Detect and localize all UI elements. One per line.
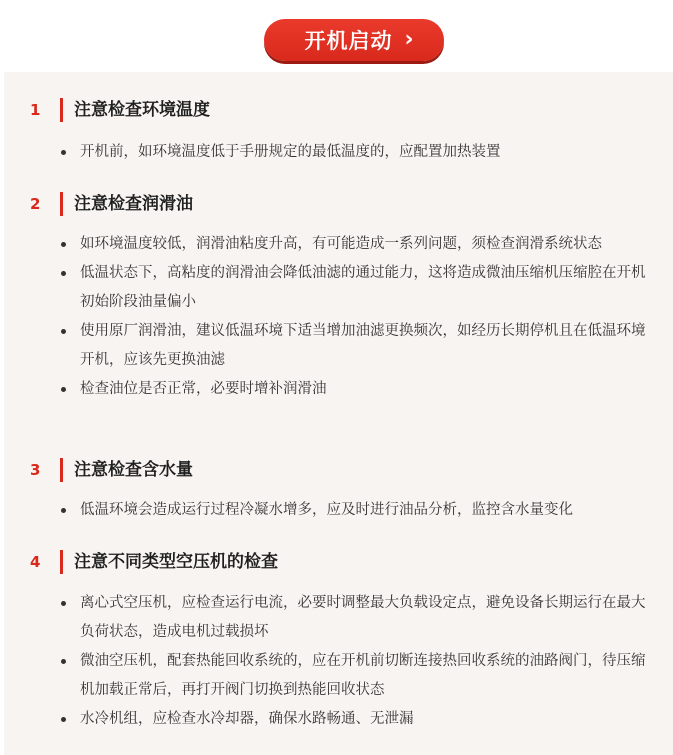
- list-item: [4, 230, 673, 259]
- list-item-text: 离心式空压机，应检查运行电流，必要时调整最大负载设定点，避免设备长期运行在最大负荷状态，造成电机过载损坏: [80, 595, 646, 640]
- section-accent-bar: [60, 192, 63, 216]
- list-item-text: 低温环境会造成运行过程冷凝水增多，应及时进行油品分析，监控含水量变化: [80, 502, 573, 518]
- content-panel: [4, 72, 673, 755]
- section-number: 1: [30, 101, 41, 119]
- section-number: 2: [30, 195, 41, 213]
- section-4-list: [4, 589, 673, 734]
- section-3-list: [4, 496, 673, 525]
- chevron-right-icon: ›: [404, 26, 414, 52]
- bullet-dot-icon: [61, 508, 66, 513]
- list-item-text: 使用原厂润滑油，建议低温环境下适当增加油滤更换频次，如经历长期停机且在低温环境开机，应该先更换油滤: [80, 323, 646, 368]
- list-item-text: 低温状态下，高粘度的润滑油会降低油滤的通过能力，这将造成微油压缩机压缩腔在开机初始阶段油量偏小: [80, 265, 646, 310]
- section-title: 注意检查环境温度: [74, 100, 210, 120]
- bullet-dot-icon: [61, 717, 66, 722]
- section-number: 4: [30, 553, 41, 571]
- bullet-dot-icon: [61, 150, 66, 155]
- list-item: [4, 375, 673, 404]
- list-item: [4, 138, 673, 167]
- list-item: [4, 317, 673, 375]
- section-1-list: [4, 138, 673, 167]
- list-item: [4, 647, 673, 705]
- section-title: 注意不同类型空压机的检查: [74, 552, 278, 572]
- list-item-text: 水冷机组，应检查水冷却器，确保水路畅通、无泄漏: [80, 711, 414, 727]
- section-title: 注意检查润滑油: [74, 194, 193, 214]
- section-number: 3: [30, 461, 41, 479]
- bullet-dot-icon: [61, 659, 66, 664]
- list-item-text: 开机前，如环境温度低于手册规定的最低温度的，应配置加热装置: [80, 144, 501, 160]
- list-item: [4, 496, 673, 525]
- section-title: 注意检查含水量: [74, 460, 193, 480]
- bullet-dot-icon: [61, 601, 66, 606]
- start-up-title-button[interactable]: [264, 19, 444, 61]
- list-item-text: 微油空压机，配套热能回收系统的，应在开机前切断连接热回收系统的油路阀门，待压缩机加载正常后，再打开阀门切换到热能回收状态: [80, 653, 646, 698]
- bullet-dot-icon: [61, 271, 66, 276]
- list-item-text: 检查油位是否正常，必要时增补润滑油: [80, 381, 327, 397]
- section-2-list: [4, 230, 673, 404]
- bullet-dot-icon: [61, 329, 66, 334]
- section-accent-bar: [60, 458, 63, 482]
- header-area: [0, 0, 673, 72]
- list-item: [4, 589, 673, 647]
- list-item-text: 如环境温度较低，润滑油粘度升高，有可能造成一系列问题，须检查润滑系统状态: [80, 236, 602, 252]
- page-title: 开机启动: [304, 29, 393, 53]
- section-accent-bar: [60, 550, 63, 574]
- bullet-dot-icon: [61, 387, 66, 392]
- list-item: [4, 705, 673, 734]
- list-item: [4, 259, 673, 317]
- section-accent-bar: [60, 98, 63, 122]
- bullet-dot-icon: [61, 242, 66, 247]
